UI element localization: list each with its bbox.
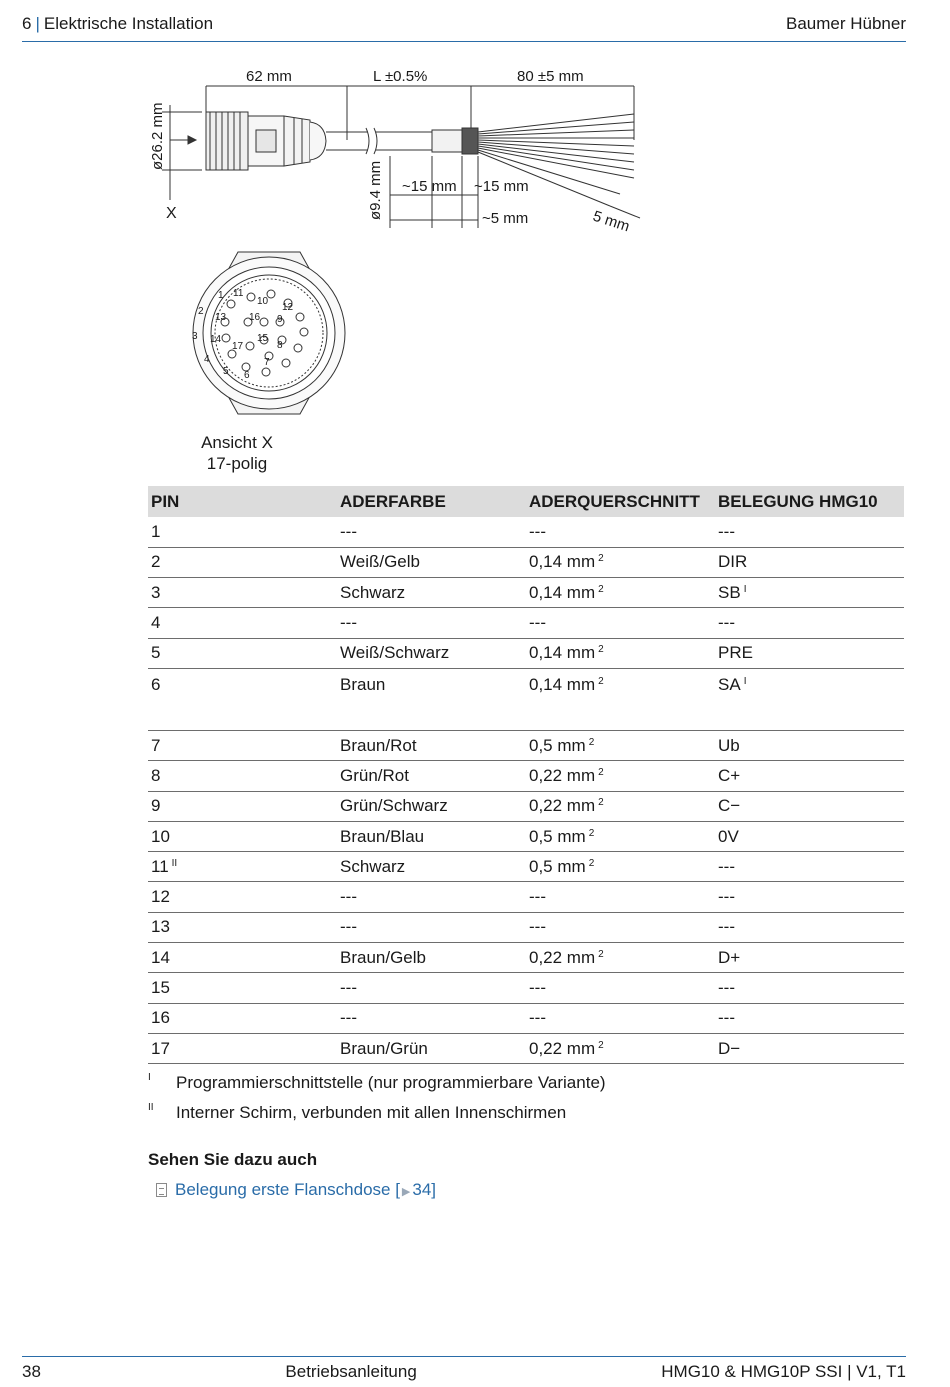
table-row — [148, 638, 904, 668]
cell-assignment: 0V — [715, 821, 904, 851]
pin-label-4: 4 — [204, 354, 210, 365]
unit-superscript: 2 — [588, 857, 595, 869]
footnote-mark: I — [148, 1072, 151, 1083]
dim-wire-length: 80 ±5 mm — [517, 68, 584, 85]
cell-cross-section: --- — [526, 973, 715, 1003]
cell-pin: 6 — [148, 668, 337, 730]
cell-wire-color: Grün/Rot — [337, 761, 526, 791]
cell-pin: 2 — [148, 547, 337, 577]
footnote-mark: II — [148, 1102, 154, 1113]
view-marker: X — [166, 205, 177, 222]
table-row — [148, 882, 904, 912]
cell-pin: 17 — [148, 1033, 337, 1063]
cell-cross-section: 0,14 mm $^2$ — [526, 638, 715, 668]
see-also-link-text[interactable]: Belegung erste Flanschdose [ — [175, 1180, 400, 1199]
cell-wire-color: Weiß/Schwarz — [337, 638, 526, 668]
page-arrow-icon: ▶ — [401, 1186, 411, 1198]
pin-label-14: 14 — [210, 334, 222, 345]
chapter-number: 6 — [22, 14, 32, 33]
unit-superscript: 2 — [598, 553, 604, 565]
table-row — [148, 730, 904, 760]
document-icon — [156, 1183, 167, 1197]
pin-label-8: 8 — [277, 340, 283, 351]
pin-label-12: 12 — [282, 302, 294, 313]
table-row — [148, 1003, 904, 1033]
cell-pin: 16 — [148, 1003, 337, 1033]
cell-cross-section: 0,5 mm $^2$ — [526, 852, 715, 882]
cell-cross-section: 0,22 mm $^2$ — [526, 791, 715, 821]
pin-label-11: 11 — [233, 288, 244, 299]
table-body — [148, 517, 904, 1064]
section-title: Elektrische Installation — [43, 14, 214, 33]
cell-wire-color: Braun/Blau — [337, 821, 526, 851]
pin-label-15: 15 — [257, 333, 269, 344]
cell-cross-section: --- — [526, 882, 715, 912]
cell-cross-section: --- — [526, 608, 715, 638]
connector-drawing — [140, 60, 660, 490]
dim-cable-length: L ±0.5% — [373, 68, 428, 85]
dim-plug-diameter: ø26.2 mm — [149, 102, 166, 170]
table-row — [148, 668, 904, 730]
cell-assignment: --- — [715, 852, 904, 882]
table-row — [148, 943, 904, 973]
footnote-2 — [148, 1098, 606, 1128]
drawing-caption — [196, 432, 278, 474]
table-row — [148, 608, 904, 638]
dim-strip-length-2: ~15 mm — [474, 178, 529, 195]
cell-wire-color: Schwarz — [337, 852, 526, 882]
table-row — [148, 761, 904, 791]
pin-label-1: 1 — [218, 290, 224, 301]
dim-shield-length: ~5 mm — [482, 210, 529, 227]
pin-label-3: 3 — [192, 331, 198, 342]
table-row — [148, 547, 904, 577]
cell-wire-color: --- — [337, 973, 526, 1003]
pin-label-7: 7 — [264, 357, 270, 368]
cell-pin: 7 — [148, 730, 337, 760]
cell-cross-section: 0,22 mm $^2$ — [526, 1033, 715, 1063]
cell-pin: 4 — [148, 608, 337, 638]
cell-pin: 13 — [148, 912, 337, 942]
table-row — [148, 912, 904, 942]
cell-pin: 11 $^{II}$ — [148, 852, 337, 882]
cell-pin: 14 — [148, 943, 337, 973]
unit-superscript: 2 — [588, 827, 595, 839]
cell-wire-color: --- — [337, 882, 526, 912]
footnotes — [148, 1068, 606, 1128]
cell-cross-section: 0,14 mm $^2$ — [526, 668, 715, 730]
footnote-text: Interner Schirm, verbunden mit allen Innenschirmen — [176, 1103, 567, 1122]
chapter-heading: 6 | Elektrische Installation — [22, 14, 214, 33]
cell-cross-section: 0,5 mm $^2$ — [526, 730, 715, 760]
pin-label-17: 17 — [232, 341, 244, 352]
footnote-ref: II — [171, 857, 178, 869]
pin-label-5: 5 — [223, 366, 229, 377]
cell-wire-color: --- — [337, 608, 526, 638]
table-row — [148, 517, 904, 547]
page-header — [22, 14, 906, 42]
pin-label-16: 16 — [249, 312, 261, 323]
cell-assignment: SB $^I$ — [715, 578, 904, 608]
header-cross-section: ADERQUERSCHNITT — [526, 486, 715, 517]
brand-name: Baumer Hübner — [785, 14, 906, 33]
cell-wire-color: --- — [337, 912, 526, 942]
cell-assignment: --- — [715, 973, 904, 1003]
dim-strip-length-1: ~15 mm — [402, 178, 457, 195]
pin-assignment-table — [148, 486, 904, 1064]
cell-pin: 9 — [148, 791, 337, 821]
cell-assignment: Ub — [715, 730, 904, 760]
cell-pin: 5 — [148, 638, 337, 668]
cell-pin: 3 — [148, 578, 337, 608]
cell-assignment: C− — [715, 791, 904, 821]
unit-superscript: 2 — [598, 797, 604, 809]
pin-label-9: 9 — [277, 314, 283, 325]
see-also-link[interactable] — [156, 1180, 436, 1200]
cell-assignment: SA $^I$ — [715, 668, 904, 730]
unit-superscript: 2 — [588, 736, 595, 748]
cell-cross-section: --- — [526, 912, 715, 942]
cell-wire-color: Schwarz — [337, 578, 526, 608]
table-row — [148, 821, 904, 851]
page-footer — [22, 1356, 906, 1386]
header-assignment: BELEGUNG HMG10 — [715, 486, 904, 517]
cell-wire-color: Grün/Schwarz — [337, 791, 526, 821]
cell-wire-color: Braun/Grün — [337, 1033, 526, 1063]
caption-view: Ansicht X — [201, 433, 273, 452]
footnote-1 — [148, 1068, 606, 1098]
cell-pin: 10 — [148, 821, 337, 851]
page-number: 38 — [22, 1361, 41, 1381]
cell-assignment: --- — [715, 608, 904, 638]
cell-cross-section: --- — [526, 517, 715, 547]
document-type: Betriebsanleitung — [285, 1361, 417, 1381]
cell-pin: 15 — [148, 973, 337, 1003]
unit-superscript: 2 — [598, 766, 604, 778]
table-row — [148, 852, 904, 882]
cell-cross-section: 0,22 mm $^2$ — [526, 761, 715, 791]
footnote-ref: I — [743, 583, 747, 595]
cell-wire-color: --- — [337, 517, 526, 547]
see-also-heading: Sehen Sie dazu auch — [148, 1150, 318, 1169]
cell-assignment: --- — [715, 517, 904, 547]
cell-assignment: D+ — [715, 943, 904, 973]
pin-label-2: 2 — [198, 306, 204, 317]
table-row — [148, 791, 904, 821]
cell-cross-section: 0,14 mm $^2$ — [526, 547, 715, 577]
cell-pin: 12 — [148, 882, 337, 912]
cell-wire-color: --- — [337, 1003, 526, 1033]
cell-wire-color: Braun — [337, 668, 526, 730]
cell-wire-color: Weiß/Gelb — [337, 547, 526, 577]
cell-wire-color: Braun/Gelb — [337, 943, 526, 973]
unit-superscript: 2 — [598, 644, 604, 656]
table-header-row — [148, 486, 904, 517]
dim-cable-diameter: ø9.4 mm — [367, 160, 384, 220]
pin-label-10: 10 — [257, 296, 269, 307]
header-wire-color: ADERFARBE — [337, 486, 526, 517]
dim-plug-length: 62 mm — [246, 68, 292, 85]
cell-wire-color: Braun/Rot — [337, 730, 526, 760]
header-pin: PIN — [148, 486, 337, 517]
table-row — [148, 578, 904, 608]
cell-assignment: PRE — [715, 638, 904, 668]
see-also-link-page[interactable]: 34] — [412, 1180, 437, 1199]
cell-cross-section: --- — [526, 1003, 715, 1033]
pin-label-6: 6 — [244, 370, 250, 381]
unit-superscript: 2 — [598, 948, 604, 960]
cell-assignment: DIR — [715, 547, 904, 577]
cell-pin: 1 — [148, 517, 337, 547]
cell-assignment: --- — [715, 1003, 904, 1033]
cell-assignment: --- — [715, 912, 904, 942]
product-name: HMG10 & HMG10P SSI | V1, T1 — [661, 1361, 906, 1381]
cell-assignment: --- — [715, 882, 904, 912]
unit-superscript: 2 — [598, 675, 604, 687]
cell-assignment: D− — [715, 1033, 904, 1063]
table-row — [148, 1033, 904, 1063]
cell-cross-section: 0,14 mm $^2$ — [526, 578, 715, 608]
caption-poles: 17-polig — [206, 454, 268, 473]
cell-cross-section: 0,5 mm $^2$ — [526, 821, 715, 851]
dim-wire-tip: 5 mm — [590, 207, 632, 236]
unit-superscript: 2 — [598, 1039, 604, 1051]
pin-label-13: 13 — [215, 312, 227, 323]
cell-pin: 8 — [148, 761, 337, 791]
cell-cross-section: 0,22 mm $^2$ — [526, 943, 715, 973]
footnote-text: Programmierschnittstelle (nur programmierbare Variante) — [176, 1073, 606, 1092]
table-row — [148, 973, 904, 1003]
footnote-ref: I — [743, 675, 747, 687]
unit-superscript: 2 — [598, 583, 604, 595]
cell-assignment: C+ — [715, 761, 904, 791]
